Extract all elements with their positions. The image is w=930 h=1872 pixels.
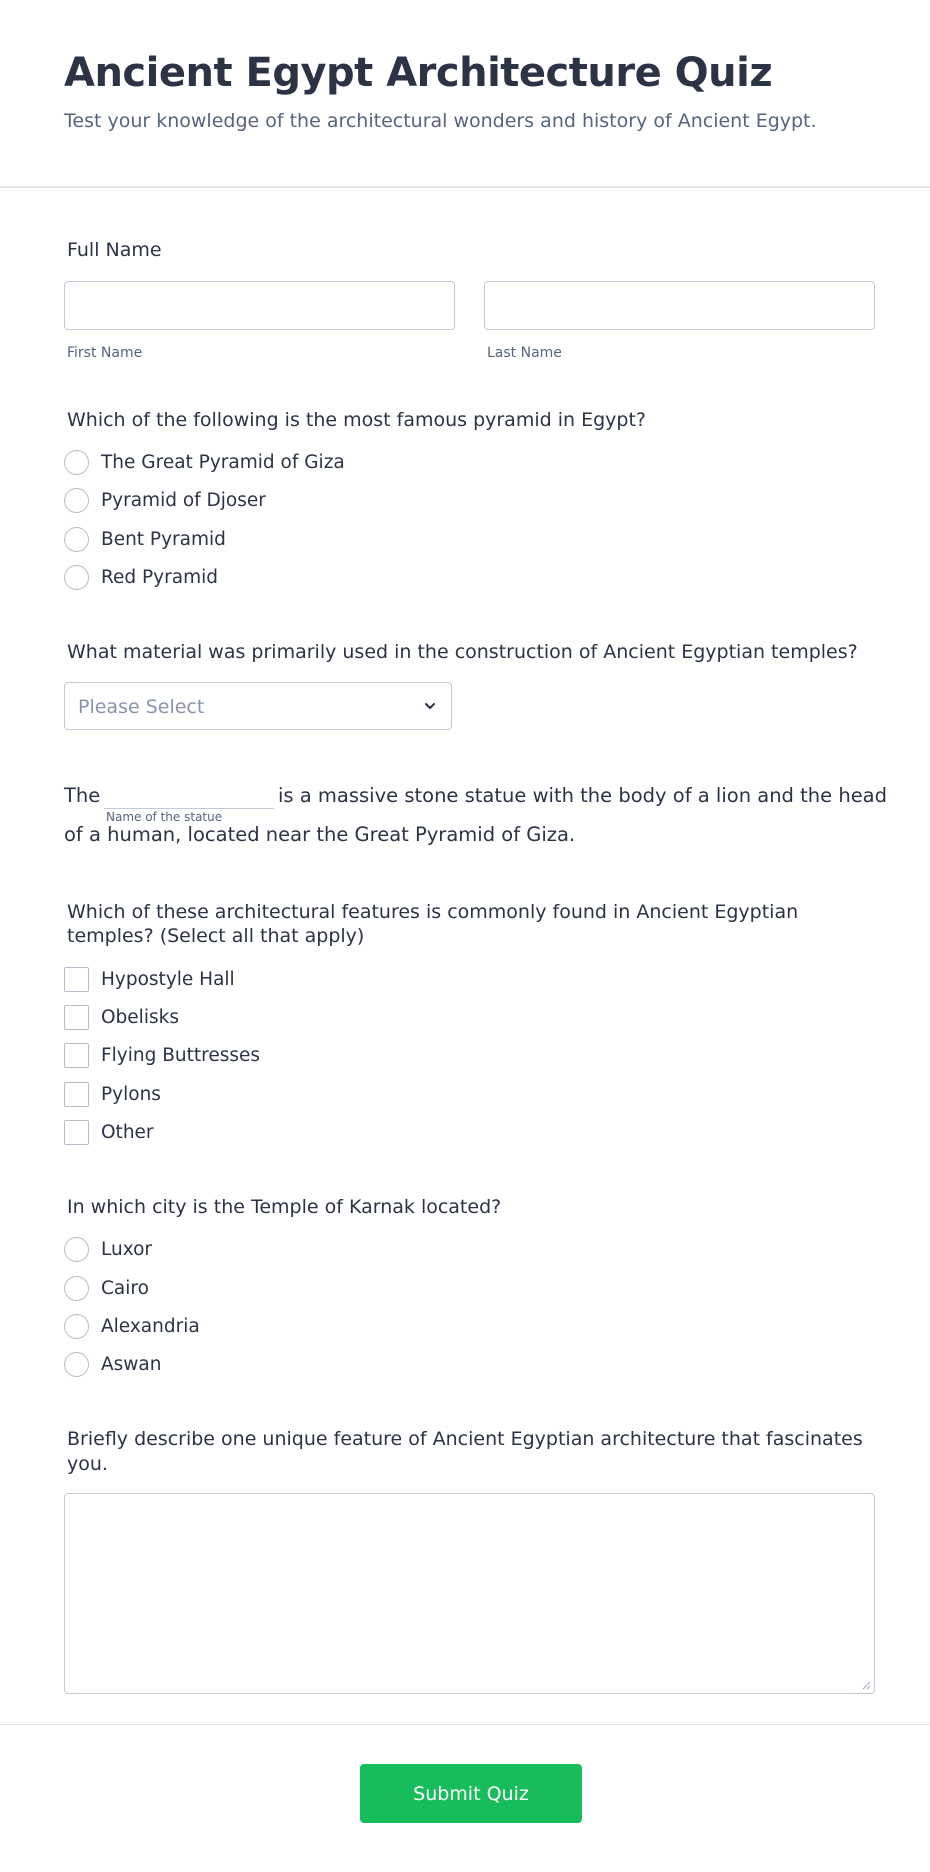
select-value: Please Select [78,696,205,718]
statue-name-input[interactable] [104,784,274,809]
radio-option-bent[interactable] [64,526,226,552]
option-label: Cairo [101,1277,149,1299]
radio-option-aswan[interactable] [64,1351,162,1377]
radio-option-luxor[interactable] [64,1236,152,1262]
option-label: Pyramid of Djoser [101,489,266,511]
radio-button[interactable] [64,1352,89,1377]
option-label: Flying Buttresses [101,1044,261,1066]
checkbox-option-other[interactable] [64,1119,154,1145]
form-header [0,0,930,188]
radio-button[interactable] [64,565,89,590]
option-label: Bent Pyramid [101,528,226,550]
radio-button[interactable] [64,450,89,475]
checkbox[interactable] [64,1082,89,1107]
radio-button[interactable] [64,1237,89,1262]
fill-blank-text-line1: is a massive stone statue with the body of a lion and the head [278,784,888,807]
question-unique-feature-line1: Briefly describe one unique feature of Ancient Egyptian architecture that fascinates [67,1428,863,1450]
radio-option-red[interactable] [64,564,218,590]
question-temple-features-line2: temples? (Select all that apply) [67,925,365,947]
option-label: Luxor [101,1238,153,1260]
checkbox[interactable] [64,967,89,992]
question-temple-material: What material was primarily used in the construction of Ancient Egyptian temples? [67,641,858,663]
radio-button[interactable] [64,1276,89,1301]
fill-blank-prefix: The [64,784,101,807]
option-label: Red Pyramid [101,566,218,588]
question-famous-pyramid: Which of the following is the most famous pyramid in Egypt? [67,409,646,431]
first-name-input[interactable] [64,281,455,330]
question-karnak-city: In which city is the Temple of Karnak located? [67,1196,502,1218]
last-name-input[interactable] [484,281,875,330]
radio-option-djoser[interactable] [64,487,266,513]
question-unique-feature-line2: you. [67,1453,108,1475]
full-name-label: Full Name [67,239,162,261]
option-label: The Great Pyramid of Giza [101,451,345,473]
unique-feature-textarea[interactable] [64,1493,875,1694]
radio-option-alexandria[interactable] [64,1313,200,1339]
page-subtitle: Test your knowledge of the architectural wonders and history of Ancient Egypt. [64,110,817,132]
radio-button[interactable] [64,527,89,552]
checkbox[interactable] [64,1005,89,1030]
question-temple-features-line1: Which of these architectural features is commonly found in Ancient Egyptian [67,901,799,923]
option-label: Pylons [101,1083,161,1105]
fill-blank-text-line2: of a human, located near the Great Pyramid of Giza. [64,823,576,846]
radio-option-giza[interactable] [64,449,345,475]
option-label: Hypostyle Hall [101,968,235,990]
last-name-sublabel: Last Name [487,345,562,361]
resize-handle-icon[interactable] [861,1680,871,1690]
material-select[interactable] [64,682,452,730]
radio-option-cairo[interactable] [64,1275,149,1301]
chevron-down-icon [423,699,437,713]
option-label: Aswan [101,1353,162,1375]
statue-name-sublabel: Name of the statue [106,810,223,824]
option-label: Obelisks [101,1006,179,1028]
radio-button[interactable] [64,1314,89,1339]
checkbox[interactable] [64,1120,89,1145]
option-label: Alexandria [101,1315,200,1337]
option-label: Other [101,1121,154,1143]
radio-button[interactable] [64,488,89,513]
submit-quiz-button[interactable]: Submit Quiz [360,1764,582,1823]
checkbox-option-buttresses[interactable] [64,1042,260,1068]
checkbox[interactable] [64,1043,89,1068]
first-name-sublabel: First Name [67,345,143,361]
checkbox-option-obelisks[interactable] [64,1004,179,1030]
checkbox-option-hypostyle[interactable] [64,966,235,992]
checkbox-option-pylons[interactable] [64,1081,161,1107]
page-title: Ancient Egypt Architecture Quiz [64,50,773,96]
